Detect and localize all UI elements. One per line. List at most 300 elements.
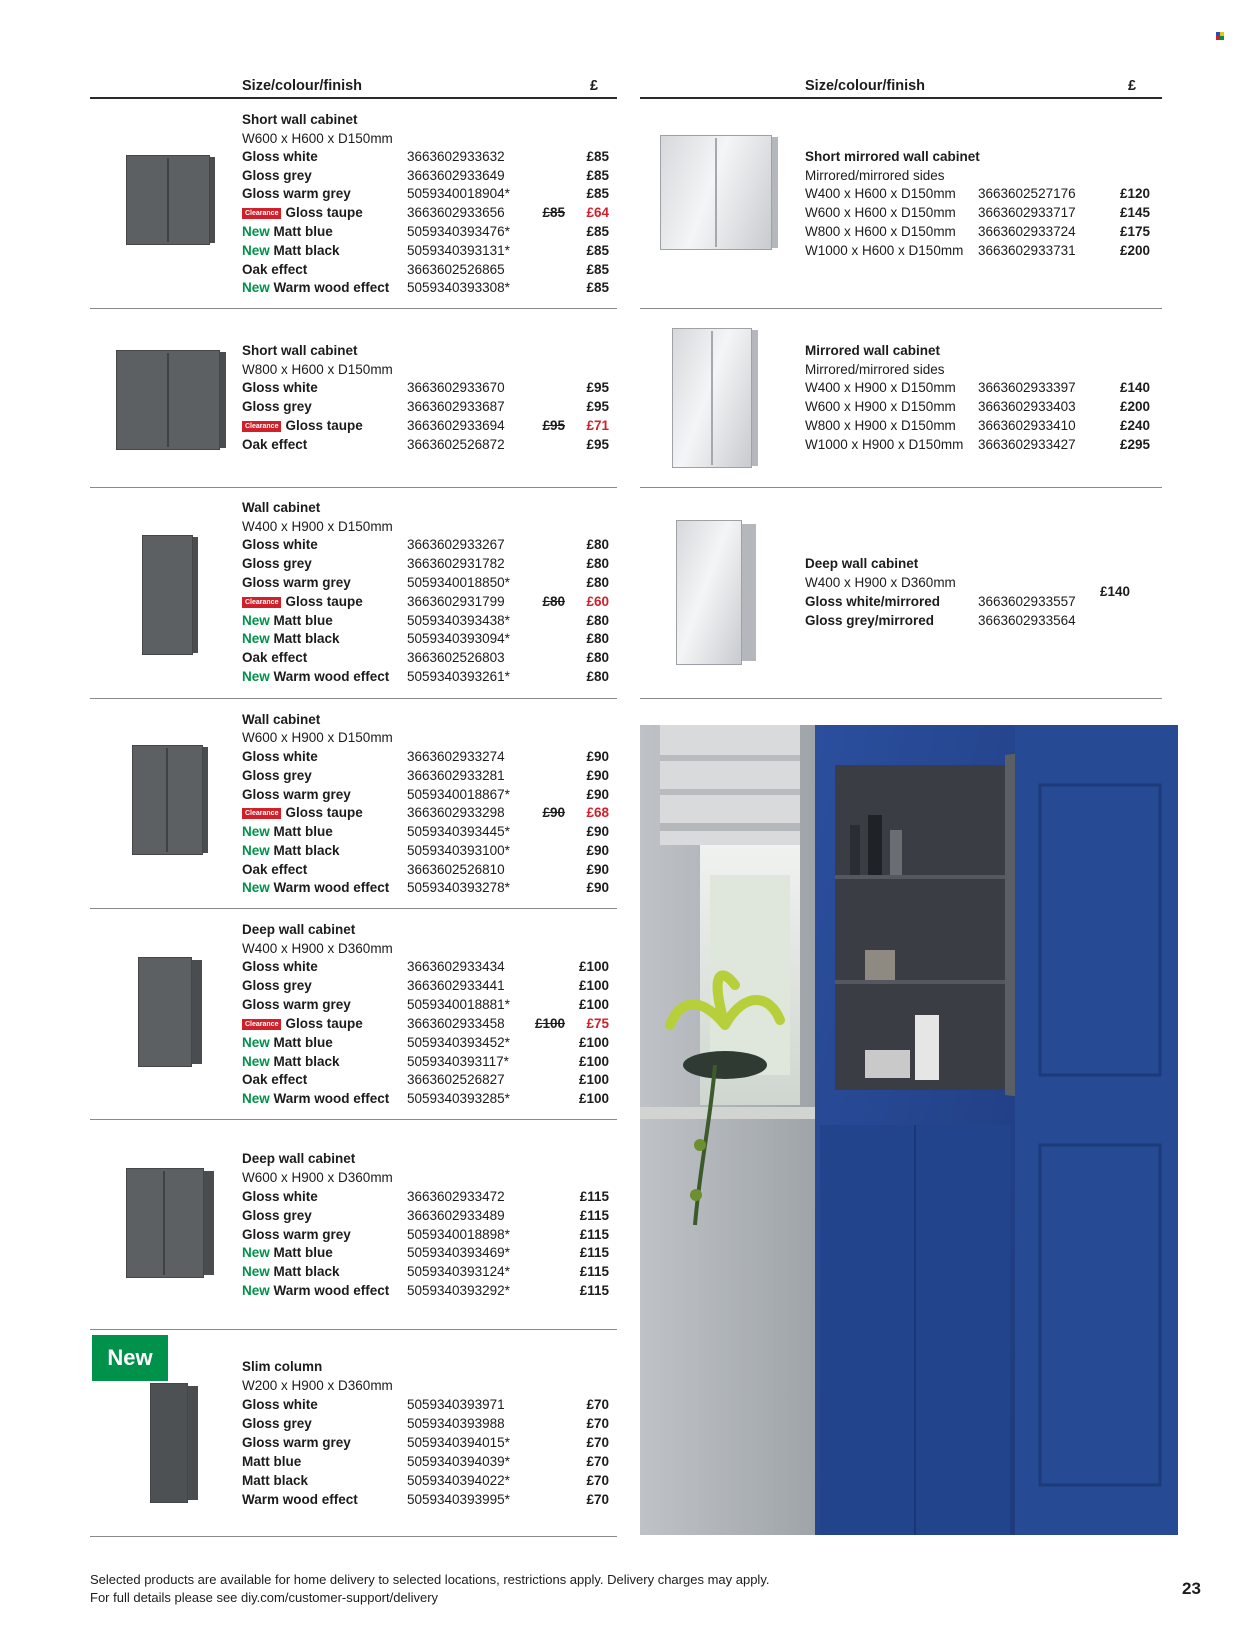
finish-label: Gloss white: [242, 380, 318, 395]
divider: [90, 1119, 617, 1120]
size-label: W600 x H900 x D150mm: [805, 399, 956, 414]
table-row: [242, 418, 617, 437]
product-title: Mirrored wall cabinet: [805, 343, 941, 358]
finish-label: Matt blue: [273, 1245, 333, 1260]
finish-label: Warm wood effect: [273, 1283, 390, 1298]
product-dimensions: W400 x H900 x D150mm: [242, 519, 393, 534]
price: £100: [578, 1091, 609, 1106]
divider: [90, 698, 617, 699]
table-row: [242, 1454, 617, 1473]
product-title: Deep wall cabinet: [805, 556, 919, 571]
price: £80: [586, 650, 609, 665]
price: £100: [578, 1072, 609, 1087]
price: £85: [586, 149, 609, 164]
finish-label: Gloss warm grey: [242, 997, 351, 1012]
wall-cabinet-600-image: [132, 745, 208, 855]
product-code: 3663602526865: [407, 262, 505, 277]
price: £100: [578, 959, 609, 974]
size-label: W1000 x H600 x D150mm: [805, 243, 964, 258]
price: £80: [586, 537, 609, 552]
clearance-badge: Clearance: [242, 1019, 281, 1030]
old-price: £95: [542, 418, 565, 433]
deep-wall-cabinet-600-image: [126, 1168, 214, 1278]
new-tag: New: [242, 1054, 270, 1069]
product-dimensions: W400 x H900 x D360mm: [242, 941, 393, 956]
product-title: Deep wall cabinet: [242, 1151, 356, 1166]
product-code: 3663602933281: [407, 768, 505, 783]
delivery-note-line1: Selected products are available for home delivery to selected locations, restrictions apply. Delivery charges may apply.: [90, 1572, 770, 1587]
product-code: 5059340393308*: [407, 280, 510, 295]
price: £70: [586, 1416, 609, 1431]
finish-label: Matt blue: [242, 1454, 302, 1469]
price: £140: [1099, 584, 1130, 599]
finish-label: Matt black: [273, 1054, 340, 1069]
product-code: 5059340018867*: [407, 787, 510, 802]
wall-cabinet-400-image: [142, 535, 198, 655]
finish-label: Gloss grey: [242, 168, 312, 183]
product-code: 5059340018881*: [407, 997, 510, 1012]
sale-price: £75: [586, 1016, 609, 1031]
finish-label: Gloss white: [242, 749, 318, 764]
left-header-rule: [90, 97, 617, 99]
product-code: 5059340393131*: [407, 243, 510, 258]
price: £80: [586, 669, 609, 684]
divider: [90, 1536, 617, 1537]
table-row: [805, 380, 1162, 399]
finish-label: Gloss white: [242, 1189, 318, 1204]
price: £115: [579, 1245, 609, 1260]
price: £115: [579, 1227, 609, 1242]
price: £85: [586, 280, 609, 295]
price: £115: [579, 1283, 609, 1298]
product-title: Wall cabinet: [242, 500, 321, 515]
table-row: [242, 631, 617, 650]
table-row: [242, 243, 617, 262]
price: £90: [586, 843, 609, 858]
divider: [640, 487, 1162, 488]
divider: [90, 308, 617, 309]
table-row: [242, 1435, 617, 1454]
price: £175: [1119, 224, 1150, 239]
finish-label: Gloss white: [242, 149, 318, 164]
page-number: 23: [1182, 1579, 1201, 1598]
old-price: £80: [542, 594, 565, 609]
new-tag: New: [242, 224, 270, 239]
product-code: 3663602931799: [407, 594, 505, 609]
size-label: W400 x H900 x D150mm: [805, 380, 956, 395]
finish-label: Matt blue: [273, 824, 333, 839]
finish-label: Warm wood effect: [242, 1492, 358, 1507]
product-code: 5059340393278*: [407, 880, 510, 895]
price: £90: [586, 862, 609, 877]
finish-label: Matt black: [273, 843, 340, 858]
price: £70: [586, 1473, 609, 1488]
finish-label: Matt blue: [273, 613, 333, 628]
price: £70: [586, 1397, 609, 1412]
new-tag: New: [242, 613, 270, 628]
table-row: [242, 997, 617, 1016]
table-row: [805, 594, 1076, 613]
table-row: [242, 1283, 617, 1302]
table-row: [805, 399, 1162, 418]
table-row: [242, 880, 617, 899]
price: £90: [586, 880, 609, 895]
table-row: [242, 824, 617, 843]
table-row: [242, 959, 617, 978]
finish-label: Gloss taupe: [285, 805, 363, 820]
finish-label: Gloss taupe: [285, 594, 363, 609]
delivery-note-line2: For full details please see diy.com/customer-support/delivery: [90, 1590, 439, 1605]
finish-label: Matt blue: [273, 1035, 333, 1050]
finish-label: Gloss grey: [242, 978, 312, 993]
table-row: [242, 650, 617, 669]
size-label: W800 x H600 x D150mm: [805, 224, 956, 239]
finish-label: Gloss white/mirrored: [805, 594, 941, 609]
product-code: 5059340393995*: [407, 1492, 510, 1507]
price: £70: [586, 1435, 609, 1450]
product-code: 5059340393438*: [407, 613, 510, 628]
product-code: 3663602933403: [978, 399, 1076, 414]
table-row: [805, 613, 1076, 632]
price: £90: [586, 768, 609, 783]
table-row: [805, 186, 1162, 205]
finish-label: Matt black: [273, 243, 340, 258]
product-code: 3663602933410: [978, 418, 1076, 433]
price: £120: [1119, 186, 1150, 201]
table-row: [242, 843, 617, 862]
finish-label: Gloss white: [242, 1397, 318, 1412]
price: £90: [586, 749, 609, 764]
product-code: 5059340018904*: [407, 186, 510, 201]
table-row: [242, 537, 617, 556]
divider: [90, 1329, 617, 1330]
finish-label: Warm wood effect: [273, 1091, 390, 1106]
table-row: [805, 205, 1162, 224]
table-row: [242, 594, 617, 613]
product-code: 3663602933441: [407, 978, 505, 993]
product-code: 3663602527176: [978, 186, 1076, 201]
sale-price: £60: [586, 594, 609, 609]
size-label: W600 x H600 x D150mm: [805, 205, 956, 220]
finish-label: Gloss taupe: [285, 205, 363, 220]
table-row: [242, 1091, 617, 1110]
product-code: 3663602933670: [407, 380, 505, 395]
finish-label: Matt black: [273, 1264, 340, 1279]
product-dimensions: W200 x H900 x D360mm: [242, 1378, 393, 1393]
clearance-badge: Clearance: [242, 597, 281, 608]
new-tag: New: [242, 669, 270, 684]
product-code: 3663602933564: [978, 613, 1076, 628]
short-mirrored-cabinet-image: [660, 135, 778, 250]
price: £100: [578, 1054, 609, 1069]
product-code: 3663602933427: [978, 437, 1076, 452]
new-tag: New: [242, 1091, 270, 1106]
finish-label: Gloss grey: [242, 768, 312, 783]
price: £115: [579, 1208, 609, 1223]
table-row: [242, 613, 617, 632]
price: £295: [1119, 437, 1150, 452]
product-code: 3663602933724: [978, 224, 1076, 239]
bathroom-lifestyle-photo: [640, 725, 1178, 1535]
price: £115: [579, 1189, 609, 1204]
product-code: 3663602933656: [407, 205, 505, 220]
table-row: [242, 575, 617, 594]
product-code: 3663602933267: [407, 537, 505, 552]
product-code: 3663602526810: [407, 862, 505, 877]
product-subtitle: Mirrored/mirrored sides: [805, 362, 945, 377]
product-code: 5059340393117*: [407, 1054, 509, 1069]
price: £145: [1119, 205, 1150, 220]
price: £85: [586, 224, 609, 239]
product-code: 5059340394015*: [407, 1435, 510, 1450]
product-code: 3663602931782: [407, 556, 505, 571]
table-row: [242, 978, 617, 997]
price: £95: [586, 380, 609, 395]
old-price: £90: [542, 805, 565, 820]
product-code: 5059340394022*: [407, 1473, 510, 1488]
product-code: 5059340393285*: [407, 1091, 510, 1106]
product-code: 3663602933649: [407, 168, 505, 183]
new-tag: New: [242, 1245, 270, 1260]
table-row: [242, 280, 617, 299]
product-dimensions: W600 x H600 x D150mm: [242, 131, 393, 146]
finish-label: Matt blue: [273, 224, 333, 239]
clearance-badge: Clearance: [242, 208, 281, 219]
table-row: [242, 768, 617, 787]
finish-label: Oak effect: [242, 437, 308, 452]
price: £70: [586, 1492, 609, 1507]
old-price: £85: [542, 205, 565, 220]
old-price: £100: [534, 1016, 565, 1031]
product-code: 5059340393452*: [407, 1035, 510, 1050]
product-code: 5059340393469*: [407, 1245, 510, 1260]
product-code: 3663602933731: [978, 243, 1076, 258]
product-code: 3663602933397: [978, 380, 1076, 395]
product-code: 3663602933458: [407, 1016, 505, 1031]
finish-label: Matt black: [242, 1473, 309, 1488]
product-dimensions: W600 x H900 x D360mm: [242, 1170, 393, 1185]
product-subtitle: Mirrored/mirrored sides: [805, 168, 945, 183]
price: £140: [1119, 380, 1150, 395]
product-code: 5059340393445*: [407, 824, 510, 839]
sale-price: £64: [586, 205, 609, 220]
table-row: [242, 1189, 617, 1208]
sale-price: £71: [586, 418, 609, 433]
finish-label: Gloss grey: [242, 1208, 312, 1223]
left-column-header: Size/colour/finish: [242, 78, 363, 94]
product-title: Short wall cabinet: [242, 343, 358, 358]
finish-label: Gloss white: [242, 537, 318, 552]
table-row: [242, 862, 617, 881]
price: £100: [578, 997, 609, 1012]
finish-label: Warm wood effect: [273, 880, 390, 895]
new-tag: New: [242, 824, 270, 839]
table-row: [242, 224, 617, 243]
product-code: 3663602933632: [407, 149, 505, 164]
table-row: [242, 1208, 617, 1227]
new-tag: New: [242, 243, 270, 258]
finish-label: Gloss grey/mirrored: [805, 613, 935, 628]
product-title: Wall cabinet: [242, 712, 321, 727]
table-row: [242, 437, 617, 456]
size-label: W800 x H900 x D150mm: [805, 418, 956, 433]
price: £70: [586, 1454, 609, 1469]
product-code: 3663602933489: [407, 1208, 505, 1223]
finish-label: Oak effect: [242, 650, 308, 665]
sale-price: £68: [586, 805, 609, 820]
table-row: [242, 669, 617, 688]
finish-label: Oak effect: [242, 862, 308, 877]
finish-label: Gloss taupe: [285, 418, 363, 433]
finish-label: Warm wood effect: [273, 280, 390, 295]
finish-label: Gloss grey: [242, 399, 312, 414]
price: £100: [578, 978, 609, 993]
product-code: 3663602933694: [407, 418, 505, 433]
short-wall-cabinet-800-image: [116, 350, 226, 450]
new-tag: New: [242, 1283, 270, 1298]
table-row: [242, 1264, 617, 1283]
product-code: 3663602526872: [407, 437, 505, 452]
product-code: 5059340393261*: [407, 669, 510, 684]
table-row: [242, 1072, 617, 1091]
table-row: [242, 399, 617, 418]
price: £200: [1119, 243, 1150, 258]
table-row: [805, 224, 1162, 243]
left-price-header: £: [590, 78, 599, 94]
table-row: [242, 168, 617, 187]
table-row: [242, 205, 617, 224]
right-price-header: £: [1128, 78, 1137, 94]
finish-label: Oak effect: [242, 1072, 308, 1087]
size-label: W1000 x H900 x D150mm: [805, 437, 964, 452]
price: £240: [1119, 418, 1150, 433]
product-code: 5059340018898*: [407, 1227, 510, 1242]
new-tag: New: [242, 880, 270, 895]
price: £80: [586, 556, 609, 571]
new-tag: New: [242, 1264, 270, 1279]
finish-label: Oak effect: [242, 262, 308, 277]
product-code: 5059340393292*: [407, 1283, 510, 1298]
new-tag: New: [242, 631, 270, 646]
product-code: 5059340018850*: [407, 575, 510, 590]
right-header-rule: [640, 97, 1162, 99]
divider: [90, 908, 617, 909]
price: £90: [586, 787, 609, 802]
product-dimensions: W800 x H600 x D150mm: [242, 362, 393, 377]
finish-label: Gloss grey: [242, 1416, 312, 1431]
price: £200: [1119, 399, 1150, 414]
price: £90: [586, 824, 609, 839]
finish-label: Gloss warm grey: [242, 186, 351, 201]
finish-label: Gloss taupe: [285, 1016, 363, 1031]
table-row: [242, 1016, 617, 1035]
product-title: Short mirrored wall cabinet: [805, 149, 980, 164]
corner-mark-icon: [1216, 32, 1224, 40]
divider: [640, 698, 1162, 699]
price: £80: [586, 613, 609, 628]
table-row: [242, 1397, 617, 1416]
price: £85: [586, 243, 609, 258]
product-dimensions: W600 x H900 x D150mm: [242, 730, 393, 745]
table-row: [242, 186, 617, 205]
product-code: 5059340393988: [407, 1416, 505, 1431]
mirrored-wall-cabinet-image: [672, 328, 758, 468]
size-label: W400 x H600 x D150mm: [805, 186, 956, 201]
product-code: 5059340393100*: [407, 843, 510, 858]
product-code: 5059340393971: [407, 1397, 505, 1412]
price: £80: [586, 575, 609, 590]
product-code: 5059340393476*: [407, 224, 510, 239]
finish-label: Gloss warm grey: [242, 1435, 351, 1450]
table-row: [242, 1054, 617, 1073]
product-code: 3663602933434: [407, 959, 505, 974]
finish-label: Gloss warm grey: [242, 575, 351, 590]
clearance-badge: Clearance: [242, 421, 281, 432]
product-code: 3663602933472: [407, 1189, 505, 1204]
product-title: Slim column: [242, 1359, 323, 1374]
table-row: [242, 1416, 617, 1435]
new-tag: New: [242, 843, 270, 858]
table-row: [242, 749, 617, 768]
right-column-header: Size/colour/finish: [805, 78, 926, 94]
table-row: [242, 149, 617, 168]
finish-label: Warm wood effect: [273, 669, 390, 684]
product-code: 3663602933687: [407, 399, 505, 414]
price: £115: [579, 1264, 609, 1279]
deep-mirrored-cabinet-image: [676, 520, 756, 665]
product-title: Deep wall cabinet: [242, 922, 356, 937]
table-row: [242, 556, 617, 575]
divider: [90, 487, 617, 488]
product-code: 3663602933717: [978, 205, 1076, 220]
slim-column-image: [150, 1383, 198, 1503]
price: £85: [586, 186, 609, 201]
divider: [640, 308, 1162, 309]
finish-label: Matt black: [273, 631, 340, 646]
finish-label: Gloss grey: [242, 556, 312, 571]
deep-wall-cabinet-400-image: [138, 957, 202, 1067]
table-row: [242, 262, 617, 281]
new-badge: New: [92, 1335, 168, 1381]
price: £95: [586, 437, 609, 452]
price: £80: [586, 631, 609, 646]
price: £95: [586, 399, 609, 414]
table-row: [242, 1492, 617, 1511]
price: £100: [578, 1035, 609, 1050]
price: £85: [586, 262, 609, 277]
finish-label: Gloss white: [242, 959, 318, 974]
price: £85: [586, 168, 609, 183]
product-code: 3663602526803: [407, 650, 505, 665]
table-row: [805, 418, 1162, 437]
table-row: [242, 1245, 617, 1264]
table-row: [242, 1227, 617, 1246]
table-row: [242, 1035, 617, 1054]
shared-price-row: [1070, 584, 1162, 603]
table-row: [242, 787, 617, 806]
product-code: 3663602933557: [978, 594, 1076, 609]
table-row: [242, 805, 617, 824]
clearance-badge: Clearance: [242, 808, 281, 819]
product-code: 5059340393094*: [407, 631, 510, 646]
product-code: 3663602933298: [407, 805, 505, 820]
new-tag: New: [242, 280, 270, 295]
finish-label: Gloss warm grey: [242, 1227, 351, 1242]
product-subtitle: W400 x H900 x D360mm: [805, 575, 956, 590]
table-row: [242, 380, 617, 399]
table-row: [242, 1473, 617, 1492]
product-title: Short wall cabinet: [242, 112, 358, 127]
